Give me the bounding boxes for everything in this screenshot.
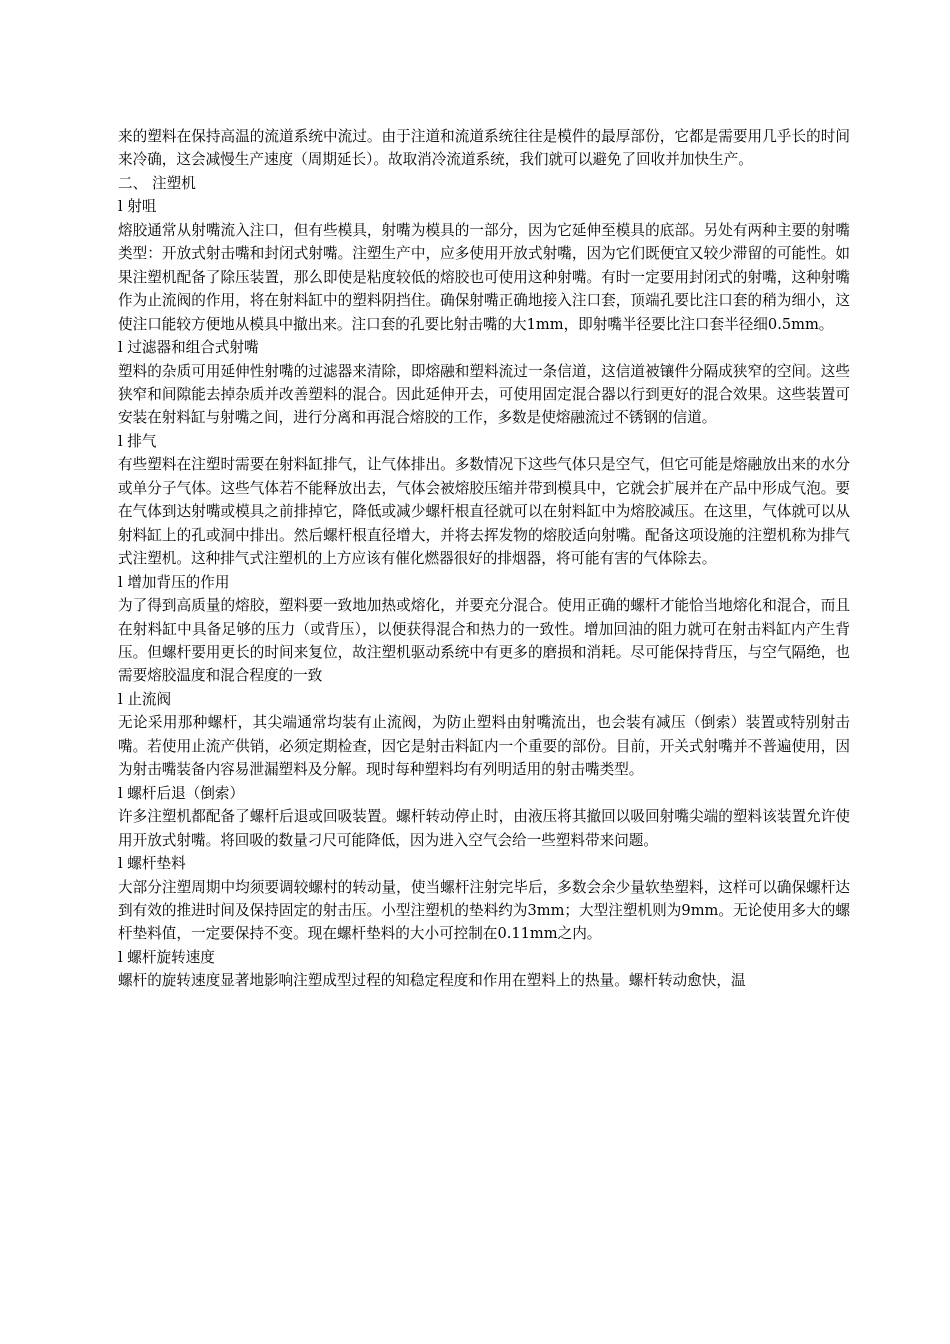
heading-screw-suck-back: l 螺杆后退（倒索）: [118, 784, 245, 802]
heading-nozzle: l 射咀: [118, 198, 157, 216]
heading-screw-cushion: l 螺杆垫料: [118, 855, 186, 873]
heading-venting: l 排气: [118, 432, 157, 450]
paragraph-check-valve: 无论采用那种螺杆，其尖端通常均装有止流阀，为防止塑料由射嘴流出，也会装有减压（倒索）装置或特别射击嘴。若使用止流产供销，必须定期检查，因它是射击料缸内一个重要的部份。目前，开关式射嘴并不普遍使用，因为射击嘴装备内容易泄漏塑料及分解。现时每种塑料均有列明适用的射击嘴类型。: [118, 714, 850, 779]
paragraph-hot-runner-end: 来的塑料在保持高温的流道系统中流过。由于注道和流道系统往往是模件的最厚部份，它都是需要用几乎长的时间来冷确，这会减慢生产速度（周期延长）。故取消冷流道系统，我们就可以避免了回收并加快生产。: [118, 128, 850, 169]
paragraph-screw-suck-back: 许多注塑机都配备了螺杆后退或回吸装置。螺杆转动停止时，由液压将其撤回以吸回射嘴尖端的塑料该装置允许使用开放式射嘴。将回吸的数量刁尺可能降低，因为进入空气会给一些塑料带来问题。: [118, 808, 850, 849]
section-title-injection-machine: [118, 172, 850, 195]
paragraph-nozzle: 熔胶通常从射嘴流入注口，但有些模具，射嘴为模具的一部分，因为它延伸至模具的底部。另处有两种主要的射嘴类型：开放式射击嘴和封闭式射嘴。注塑生产中，应多使用开放式射嘴，因为它们既便宜又较少滞留的可能性。如果注塑机配备了除压装置，那么即使是粘度较低的熔胶也可使用这种射嘴。有时一定要用封闭式的射嘴，这种射嘴作为止流阀的作用，将在射料缸中的塑料阴挡住。确保射嘴正确地接入注口套，顶端孔要比注口套的稍为细小，这使注口能较方便地从模具中撤出来。注口套的孔要比射击嘴的大1mm，即射嘴半径要比注口套半径细0.5mm。: [118, 221, 850, 333]
paragraph-screw-cushion: 大部分注塑周期中均须要调较螺村的转动量，使当螺杆注射完毕后，多数会余少量软垫塑料，这样可以确保螺杆达到有效的推进时间及保持固定的射击压。小型注塑机的垫料约为3mm；大型注塑机则为9mm。无论使用多大的螺杆垫料值，一定要保持不变。现在螺杆垫料的大小可控制在0.11mm之内。: [118, 878, 850, 943]
heading-check-valve: l 止流阀: [118, 690, 172, 708]
document-body: [118, 125, 850, 993]
paragraph-screw-speed: 螺杆的旋转速度显著地影响注塑成型过程的知稳定程度和作用在塑料上的热量。螺杆转动愈快，温: [118, 972, 746, 990]
heading-back-pressure: l 增加背压的作用: [118, 573, 230, 591]
paragraph-filter-nozzle: 塑料的杂质可用延伸性射嘴的过滤器来清除，即熔融和塑料流过一条信道，这信道被镶件分隔成狭窄的空间。这些狭窄和间隙能去掉杂质并改善塑料的混合。因此延伸开去，可使用固定混合器以行到更好的混合效果。这些装置可安装在射料缸与射嘴之间，进行分离和再混合熔胶的工作，多数是使熔融流过不锈钢的信道。: [118, 362, 850, 427]
section-title-text: 注塑机: [152, 174, 196, 192]
paragraph-venting: 有些塑料在注塑时需要在射料缸排气，让气体排出。多数情况下这些气体只是空气，但它可能是熔融放出来的水分或单分子气体。这些气体若不能释放出去，气体会被熔胶压缩并带到模具中，它就会扩展并在产品中形成气泡。要在气体到达射嘴或模具之前排掉它，降低或减少螺杆根直径就可以在射料缸中为熔胶减压。在这里，气体就可以从射料缸上的孔或洞中排出。然后螺杆根直径增大，并将去挥发物的熔胶适向射嘴。配备这项设施的注塑机称为排气式注塑机。这种排气式注塑机的上方应该有催化燃器很好的排烟器，将可能有害的气体除去。: [118, 456, 850, 568]
section-number: 二、: [118, 174, 148, 192]
paragraph-back-pressure: 为了得到高质量的熔胶，塑料要一致地加热或熔化，并要充分混合。使用正确的螺杆才能恰当地熔化和混合，而且在射料缸中具备足够的压力（或背压），以便获得混合和热力的一致性。增加回油的阻力就可在射击料缸内产生背压。但螺杆要用更长的时间来复位，故注塑机驱动系统中有更多的磨损和消耗。尽可能保持背压，与空气隔绝，也需要熔胶温度和混合程度的一致: [118, 597, 850, 685]
heading-filter-nozzle: l 过滤器和组合式射嘴: [118, 339, 259, 357]
heading-screw-speed: l 螺杆旋转速度: [118, 948, 215, 966]
